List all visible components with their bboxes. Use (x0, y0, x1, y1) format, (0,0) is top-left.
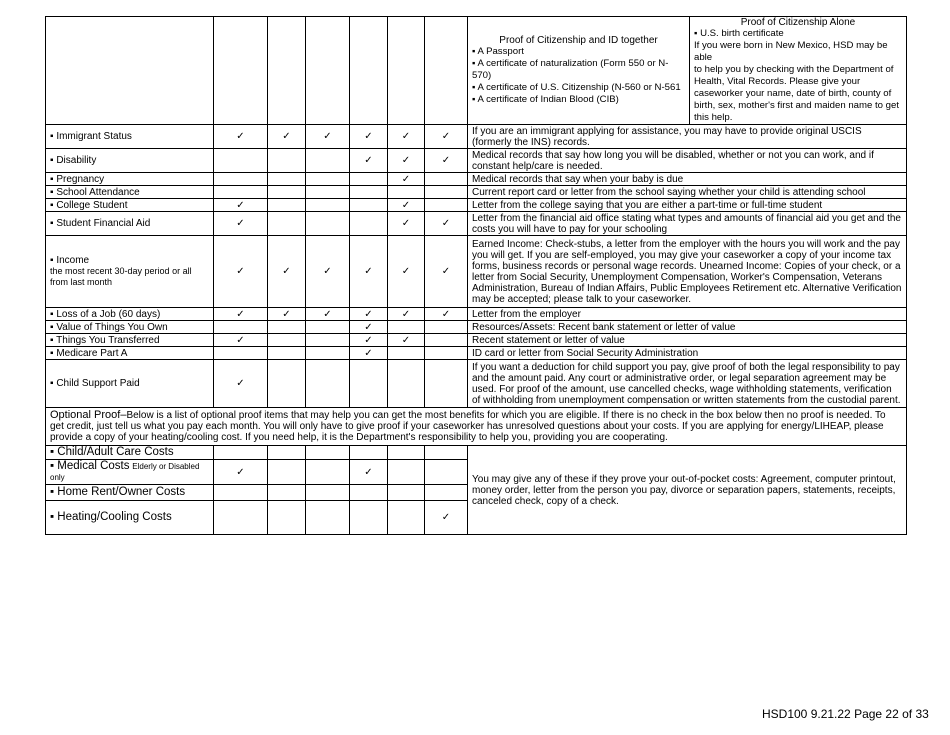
check-cell (268, 334, 306, 347)
check-cell (388, 446, 425, 460)
check-cell (350, 485, 388, 501)
empty-cell (350, 17, 388, 125)
alone-item: caseworker your name, date of birth, county of (694, 88, 892, 99)
check-cell: ✓ (425, 125, 468, 149)
check-cell (214, 321, 268, 334)
row-medicare-part-a (46, 347, 907, 360)
check-cell: ✓ (214, 334, 268, 347)
check-cell: ✓ (350, 321, 388, 334)
check-cell (306, 360, 350, 408)
check-cell: ✓ (214, 460, 268, 485)
proof-text: Medical records that say how long you will be disabled, whether or not you can work, and if constant help/care is needed. (468, 149, 907, 173)
check-cell: ✓ (425, 501, 468, 535)
check-cell (388, 360, 425, 408)
check-cell: ✓ (425, 308, 468, 321)
row-label: ▪ Things You Transferred (46, 334, 214, 347)
check-cell (350, 501, 388, 535)
check-cell (268, 446, 306, 460)
proof-text: If you want a deduction for child support you pay, give proof of both the legal responsibility to pay and the amount paid. Any court or administrative order, or legal separation agreement may be used. For proof of the amount, use cancelled checks, wage withholding statements, verification of withholding from unemployment compensation or written statements from the custodial parent. (468, 360, 907, 408)
check-cell (268, 212, 306, 236)
check-cell (306, 321, 350, 334)
proof-text: Medical records that say when your baby is due (468, 173, 907, 186)
row-label: ▪ Child Support Paid (46, 360, 214, 408)
citizenship-alone-title: Proof of Citizenship Alone (740, 17, 856, 28)
row-things-transferred (46, 334, 907, 347)
check-cell (268, 149, 306, 173)
check-cell: ✓ (350, 460, 388, 485)
proof-text: Recent statement or letter of value (468, 334, 907, 347)
page-footer: HSD100 9.21.22 Page 22 of 33 (762, 707, 929, 721)
check-cell (388, 347, 425, 360)
check-cell (425, 334, 468, 347)
check-cell: ✓ (388, 334, 425, 347)
check-cell: ✓ (388, 212, 425, 236)
row-label-text: ▪ Child/Adult Care Costs (50, 446, 174, 458)
check-cell (214, 347, 268, 360)
alone-item: ▪ U.S. birth certificate (694, 28, 784, 39)
check-cell: ✓ (350, 347, 388, 360)
empty-cell (214, 17, 268, 125)
proof-text: Letter from the college saying that you are either a part-time or full-time student (468, 199, 907, 212)
check-cell (306, 501, 350, 535)
check-cell (268, 501, 306, 535)
check-cell (268, 360, 306, 408)
check-cell (350, 186, 388, 199)
check-cell (425, 485, 468, 501)
empty-cell (46, 17, 214, 125)
check-cell (350, 446, 388, 460)
row-label: ▪ Immigrant Status (46, 125, 214, 149)
check-cell (425, 173, 468, 186)
proof-text: Current report card or letter from the school saying whether your child is attending school (468, 186, 907, 199)
check-cell (214, 186, 268, 199)
row-note: Elderly or Disabled only (50, 462, 200, 482)
row-pregnancy (46, 173, 907, 186)
check-cell (306, 485, 350, 501)
citizenship-id-together-title: Proof of Citizenship and ID together (499, 35, 658, 46)
check-cell (388, 186, 425, 199)
optional-proof-text: Below is a list of optional proof items that may help you can get the most benefits for which you are eligible. If there is no check in the box below then no proof is needed. To get credit, just tell us what you pay each month. You will only have to give proof if your caseworker has unresolved questions about your costs. If you are applying for energy/LIHEAP, please provide a copy of your heating/cooling cost. If you need help, it is the Department's responsibility to help you, providing you are cooperating. (50, 410, 886, 443)
check-cell: ✓ (306, 236, 350, 308)
check-cell: ✓ (214, 236, 268, 308)
check-cell (214, 446, 268, 460)
check-cell (306, 186, 350, 199)
row-school-attendance (46, 186, 907, 199)
check-cell: ✓ (350, 308, 388, 321)
alone-item: to help you by checking with the Department of (694, 64, 894, 75)
proof-requirements-table (45, 16, 907, 535)
check-cell (268, 186, 306, 199)
alone-item: this help. (694, 112, 733, 123)
together-item: ▪ A Passport (472, 46, 524, 57)
alone-item: Health, Vital Records. Please give your (694, 76, 861, 87)
check-cell: ✓ (350, 149, 388, 173)
check-cell: ✓ (214, 308, 268, 321)
row-label (46, 501, 214, 535)
row-loss-of-job (46, 308, 907, 321)
row-label-text: ▪ Home Rent/Owner Costs (50, 486, 186, 498)
check-cell (425, 186, 468, 199)
check-cell (214, 149, 268, 173)
row-label (46, 460, 214, 485)
check-cell (388, 501, 425, 535)
row-label-text: ▪ Heating/Cooling Costs (50, 511, 172, 523)
check-cell: ✓ (388, 199, 425, 212)
check-cell: ✓ (214, 360, 268, 408)
check-cell (306, 149, 350, 173)
check-cell: ✓ (214, 125, 268, 149)
check-cell (425, 347, 468, 360)
proof-text: Earned Income: Check-stubs, a letter from the employer with the hours you will work and the pay you will get. If you are self-employed, you may give your caseworker a copy of your income tax forms, business records or personal wage records. Unearned Income: Copies of your check, or a letter from Social Security, Unemployment Compensation, Worker's Compensation, Veterans Administration, Bureau of Indian Affairs, Public Employees Retirement etc. Alternative Verification may be accepted; please talk to your caseworker. (468, 236, 907, 308)
check-cell (306, 347, 350, 360)
row-label: ▪ Student Financial Aid (46, 212, 214, 236)
check-cell (425, 321, 468, 334)
row-label-income (46, 236, 214, 308)
check-cell: ✓ (350, 125, 388, 149)
check-cell (425, 360, 468, 408)
row-immigrant-status (46, 125, 907, 149)
row-label: ▪ Disability (46, 149, 214, 173)
check-cell (350, 212, 388, 236)
check-cell: ✓ (306, 125, 350, 149)
proof-text: ID card or letter from Social Security Administration (468, 347, 907, 360)
row-college-student (46, 199, 907, 212)
row-income (46, 236, 907, 308)
check-cell: ✓ (268, 308, 306, 321)
check-cell: ✓ (388, 125, 425, 149)
empty-cell (268, 17, 306, 125)
check-cell: ✓ (268, 236, 306, 308)
together-item: ▪ A certificate of naturalization (Form 550 or N-570) (472, 58, 669, 81)
check-cell (214, 485, 268, 501)
check-cell: ✓ (388, 308, 425, 321)
check-cell (268, 321, 306, 334)
check-cell (306, 212, 350, 236)
check-cell: ✓ (425, 212, 468, 236)
check-cell (268, 347, 306, 360)
optional-proof-title: Optional Proof– (50, 409, 127, 421)
check-cell: ✓ (350, 334, 388, 347)
check-cell (350, 199, 388, 212)
proof-text: Letter from the employer (468, 308, 907, 321)
optional-proof-text: You may give any of these if they prove your out-of-pocket costs: Agreement, computer printout, money order, letter from the person you pay, divorce or separation papers, statements, receipts, canceled check, copy of a check. (468, 446, 907, 535)
check-cell: ✓ (268, 125, 306, 149)
alone-item: birth, sex, mother's first and maiden name to get (694, 100, 899, 111)
alone-item: If you were born in New Mexico, HSD may be able (694, 40, 888, 63)
check-cell: ✓ (306, 308, 350, 321)
check-cell (388, 321, 425, 334)
row-label: ▪ College Student (46, 199, 214, 212)
empty-cell (388, 17, 425, 125)
check-cell (306, 446, 350, 460)
check-cell (425, 460, 468, 485)
check-cell (268, 485, 306, 501)
together-item: ▪ A certificate of U.S. Citizenship (N-560 or N-561 (472, 82, 681, 93)
row-label (46, 485, 214, 501)
row-label (46, 446, 214, 460)
row-child-support-paid (46, 360, 907, 408)
check-cell (306, 199, 350, 212)
check-cell (350, 360, 388, 408)
check-cell (214, 501, 268, 535)
empty-cell (306, 17, 350, 125)
check-cell (306, 334, 350, 347)
check-cell: ✓ (388, 173, 425, 186)
check-cell (268, 199, 306, 212)
proof-text: Resources/Assets: Recent bank statement or letter of value (468, 321, 907, 334)
row-label-text: ▪ Medical Costs (50, 460, 130, 472)
check-cell: ✓ (388, 236, 425, 308)
row-label: ▪ Value of Things You Own (46, 321, 214, 334)
citizenship-id-together-cell (468, 17, 690, 125)
check-cell: ✓ (214, 199, 268, 212)
check-cell (388, 460, 425, 485)
check-cell: ✓ (388, 149, 425, 173)
proof-text: Letter from the financial aid office stating what types and amounts of financial aid you get and the costs you will have to pay for your schooling (468, 212, 907, 236)
check-cell: ✓ (350, 236, 388, 308)
row-label: ▪ School Attendance (46, 186, 214, 199)
row-child-adult-care (46, 446, 907, 460)
check-cell (425, 199, 468, 212)
optional-proof-note (46, 408, 907, 446)
row-student-financial-aid (46, 212, 907, 236)
citizenship-header-row (46, 17, 907, 125)
together-item: ▪ A certificate of Indian Blood (CIB) (472, 94, 619, 105)
row-label: ▪ Medicare Part A (46, 347, 214, 360)
check-cell (425, 446, 468, 460)
check-cell (268, 460, 306, 485)
row-sublabel: the most recent 30-day period or all from last month (50, 266, 192, 287)
check-cell (388, 485, 425, 501)
optional-proof-row (46, 408, 907, 446)
check-cell: ✓ (425, 149, 468, 173)
row-label: ▪ Pregnancy (46, 173, 214, 186)
empty-cell (425, 17, 468, 125)
row-label: ▪ Loss of a Job (60 days) (46, 308, 214, 321)
check-cell (214, 173, 268, 186)
row-label: ▪ Income (50, 255, 90, 266)
proof-text: If you are an immigrant applying for assistance, you may have to provide original USCIS (formerly the INS) records. (468, 125, 907, 149)
check-cell (306, 173, 350, 186)
row-value-owned (46, 321, 907, 334)
citizenship-alone-cell (690, 17, 907, 125)
check-cell (306, 460, 350, 485)
row-disability (46, 149, 907, 173)
check-cell (268, 173, 306, 186)
check-cell: ✓ (214, 212, 268, 236)
check-cell: ✓ (425, 236, 468, 308)
check-cell (350, 173, 388, 186)
